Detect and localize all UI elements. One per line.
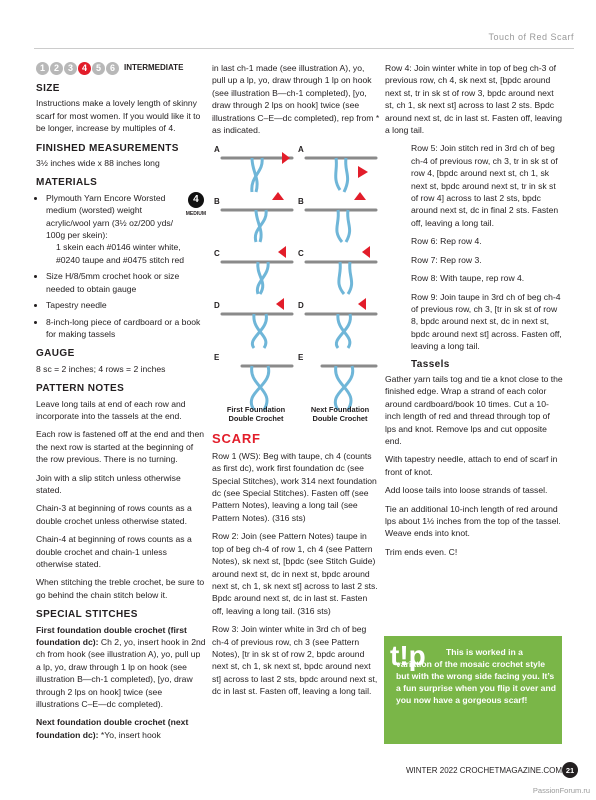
tassels-step: Trim ends even. C! — [385, 546, 458, 557]
material-item — [46, 192, 206, 266]
header-divider — [34, 48, 574, 49]
column-1 — [36, 62, 206, 747]
tip-text: This is worked in a variation of the mosaic crochet style but with the wrong side facing you. It’s a fun surprise when you flip it over and you now have a gorgeous scarf! — [396, 647, 556, 705]
diagram-label-d-right: D — [298, 301, 304, 311]
diagram-label-c: C — [214, 249, 220, 259]
yarn-weight-label: MEDIUM — [185, 210, 206, 217]
tassels-step: With tapestry needle, attach to end of scarf in front of knot. — [385, 454, 558, 477]
row-8: Row 8: With taupe, rep row 4. — [411, 273, 525, 284]
column-3 — [385, 62, 563, 564]
note: Chain-3 at beginning of rows counts as a double crochet unless otherwise stated. — [36, 503, 192, 526]
footer-issue: WINTER 2022 CROCHETMAGAZINE.COM — [405, 766, 562, 775]
caption-first-foundation: First Foundation Double Crochet — [226, 405, 286, 424]
running-title: Touch of Red Scarf — [488, 32, 574, 42]
size-text: Instructions make a lovely length of skinny scarf for most women. If you would like it to be longer, increase by multiples of 4. — [36, 98, 201, 134]
note: Leave long tails at end of each row and incorporate into the tassels at the end. — [36, 398, 186, 421]
skill-circle-2: 2 — [50, 62, 63, 75]
skill-level — [36, 62, 206, 75]
note: Join with a slip stitch unless otherwise stated. — [36, 472, 181, 495]
yarn-weight-symbol — [186, 192, 206, 220]
skill-circle-3: 3 — [64, 62, 77, 75]
diagram-label-b: B — [214, 197, 220, 207]
tassels-step: Tie an additional 10-inch length of red around lps about 1½ inches from the top of the tassel. Weave ends into knot. — [385, 503, 561, 539]
fdc-text: Ch 2, yo, insert hook in 2nd ch from hook (see illustration A), yo, pull up a lp, yo, draw through 1 lp on hook (see illustration B—ch-1 completed), [yo, draw through 2 lps on hook] twice (see illustrations C–E—dc completed). — [36, 637, 206, 710]
tip-mark: t!p — [390, 640, 426, 671]
gauge-heading: GAUGE — [36, 348, 75, 360]
stitch-diagram-art — [212, 142, 380, 427]
note: Each row is fastened off at the end and then the next row is started at the beginning of the row previous. There is no turning. — [36, 429, 205, 465]
size-heading: SIZE — [36, 83, 60, 94]
note: Chain-4 at beginning of rows counts as a double crochet and chain-1 unless otherwise stated. — [36, 534, 192, 569]
diagram-label-e-right: E — [298, 353, 304, 363]
row-7: Row 7: Rep row 3. — [411, 254, 482, 265]
material-item: • Tapestry needle — [46, 299, 206, 311]
materials-list — [36, 192, 206, 340]
skill-circle-6: 6 — [106, 62, 119, 75]
yarn-weight-number: • 4 — [188, 192, 204, 208]
material-item: • 8-inch-long piece of cardboard or a book for making tassels — [46, 316, 206, 341]
page-number: 21 — [562, 762, 578, 778]
row-5: Row 5: Join stitch red in 3rd ch of beg ch-4 of previous row, ch 3, tr in sk st of row 4, [bpdc around next st, ch 1, sk next st, bpdc around next st, tr in sk st of row 4] across to last 2 sts, bpdc around next st, dc in final 2 sts. Fasten off, leaving a long tail. — [411, 143, 559, 228]
row-6: Row 6: Rep row 4. — [411, 236, 482, 247]
nfdc-term: Next foundation double crochet (next foundation dc): — [36, 717, 189, 740]
row-2: Row 2: Join (see Pattern Notes) taupe in top of beg ch-4 of row 1, ch 4 (see Pattern Notes), sk next st, [bpdc (see Stitch Guide) around next st, dc in next st, bpdc around next st, ch 1, sk next st] across to last 2 sts. Bpdc around next st, dc in last st. Fasten off, leaving a long tail. (316 sts) — [212, 531, 378, 616]
watermark: PassionForum.ru — [532, 786, 590, 795]
stitch-diagram — [212, 142, 380, 427]
diagram-label-e: E — [214, 353, 220, 363]
fdc-term: First foundation double crochet (first foundation dc): — [36, 624, 187, 648]
tassels-step: Add loose tails into loose strands of tassel. — [385, 485, 548, 496]
diagram-label-b-right: B — [298, 197, 304, 207]
skill-circle-5: 5 — [92, 62, 105, 75]
caption-next-foundation: Next Foundation Double Crochet — [310, 405, 370, 424]
row-1: Row 1 (WS): Beg with taupe, ch 4 (counts as first dc), work first foundation dc (see Special Stitches), work 314 next foundation dc (see Special Stitches). Fasten off (see Pattern Notes), leaving a long tail (see Pattern Notes). (316 sts) — [212, 450, 377, 523]
material-yarn: Plymouth Yarn Encore Worsted medium (worsted) weight acrylic/wool yarn (3½ oz/200 yds/ 100g per skein): — [46, 192, 174, 241]
tassels-step: Gather yarn tails tog and tie a knot close to the finished edge. Wrap a strand of each color around cardboard/book 10 times. Cut a 10-inch length of red and thread through top of lps and knot. Remove lps and cut opposite end. — [385, 373, 563, 446]
special-fdc — [36, 624, 206, 711]
gauge-text: 8 sc = 2 inches; 4 rows = 2 inches — [36, 363, 166, 374]
tassels-heading: Tassels — [411, 358, 450, 370]
finished-text: 3½ inches wide x 88 inches long — [36, 158, 160, 169]
material-yarn-colors: 1 skein each #0146 winter white, #0240 taupe and #0475 stitch red — [56, 242, 185, 265]
skill-circle-4: 4 — [78, 62, 91, 75]
column-2 — [212, 62, 380, 704]
diagram-label-c-right: C — [298, 249, 304, 259]
diagram-label-d: D — [214, 301, 220, 311]
special-nfdc — [36, 716, 206, 741]
nfdc-text: *Yo, insert hook — [100, 729, 161, 740]
scarf-heading: SCARF — [212, 431, 261, 447]
finished-heading: FINISHED MEASUREMENTS — [36, 142, 179, 154]
special-heading: SPECIAL STITCHES — [36, 609, 138, 621]
diagram-label-a-right: A — [298, 145, 304, 155]
materials-heading: MATERIALS — [36, 177, 98, 189]
diagram-label-a: A — [214, 145, 220, 155]
skill-label: INTERMEDIATE — [124, 63, 184, 73]
nfdc-continued: in last ch-1 made (see illustration A), yo, pull up a lp, yo, draw through 1 lp on hook (see illustration B—ch-1 completed), [yo, draw through 2 lps on hook] twice (see illustrations C–E—dc completed), rep from * as indicated. — [212, 63, 380, 136]
row-9: Row 9: Join taupe in 3rd ch of beg ch-4 of previous row, ch 3, [tr in sk st of row 8, bpdc around next st, dc in next st, bpdc around next st] across. Fasten off, leaving a long tail. — [411, 291, 562, 352]
skill-circle-1: 1 — [36, 62, 49, 75]
row-4: Row 4: Join winter white in top of beg ch-3 of previous row, ch 4, sk next st, [bpdc around next st, tr in sk st of row 3, bpdc around next st, ch 1, sk next st] across to last 2 sts. Bpdc around next st, dc in last st. Fasten off, leaving a long tail. — [385, 63, 563, 136]
row-3: Row 3: Join winter white in 3rd ch of beg ch-4 of previous row, ch 3 (see Pattern Notes), [tr in sk st of row 2, bpdc around next st, ch 1, sk next st, bpdc around next st] across to last 2 sts, bpdc around next st, dc in last st. Fasten off, leaving a long tail. — [212, 624, 378, 697]
material-item: • Size H/8/5mm crochet hook or size needed to obtain gauge — [46, 270, 206, 295]
tip-box — [384, 636, 562, 744]
notes-heading: PATTERN NOTES — [36, 383, 125, 395]
note: When stitching the treble crochet, be sure to go behind the chain stitch below it. — [36, 577, 205, 600]
